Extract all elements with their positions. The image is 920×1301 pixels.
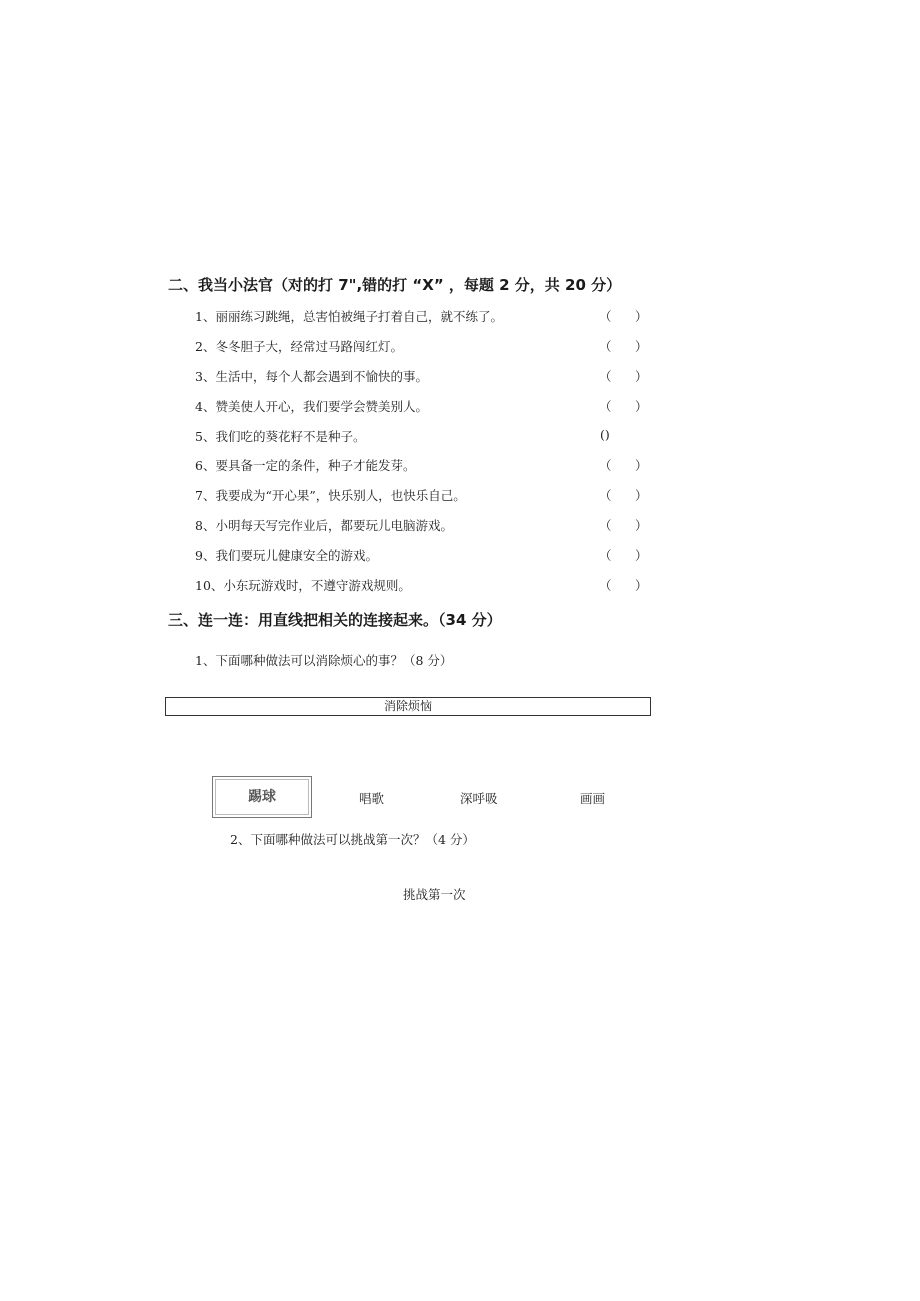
match-question-1: 1、下面哪种做法可以消除烦心的事？（8 分） xyxy=(195,653,453,668)
match-target-challenge[interactable]: 挑战第一次 xyxy=(403,887,466,902)
answer-paren-close: ） xyxy=(635,399,648,414)
answer-paren-open[interactable]: （ xyxy=(599,309,612,324)
answer-paren-close: ） xyxy=(635,578,648,593)
answer-paren-open[interactable]: （ xyxy=(599,369,612,384)
answer-paren-open[interactable]: （ xyxy=(599,399,612,414)
answer-paren-close: ） xyxy=(635,518,648,533)
answer-paren-open[interactable]: （ xyxy=(599,578,612,593)
section-2-heading: 二、我当小法官（对的打 7",错的打 “X” ，每题 2 分，共 20 分） xyxy=(168,276,622,294)
question-text: 5、我们吃的葵花籽不是种子。 xyxy=(195,429,366,444)
answer-paren-open[interactable]: （ xyxy=(599,488,612,503)
question-text: 8、小明每天写完作业后，都要玩儿电脑游戏。 xyxy=(195,518,453,533)
question-item xyxy=(195,367,648,387)
question-text: 3、生活中，每个人都会遇到不愉快的事。 xyxy=(195,369,428,384)
question-item xyxy=(195,516,648,536)
match-target-box[interactable]: 消除烦恼 xyxy=(165,697,651,716)
question-item xyxy=(195,337,648,357)
section-3-heading: 三、连一连：用直线把相关的连接起来。（34 分） xyxy=(168,611,502,629)
question-text: 9、我们要玩儿健康安全的游戏。 xyxy=(195,548,378,563)
question-item xyxy=(195,427,645,447)
answer-paren-close: ） xyxy=(635,548,648,563)
question-item xyxy=(195,486,648,506)
question-item xyxy=(195,397,648,417)
answer-paren-close: ） xyxy=(635,369,648,384)
question-text: 10、小东玩游戏时，不遵守游戏规则。 xyxy=(195,578,411,593)
question-text: 2、冬冬胆子大，经常过马路闯红灯。 xyxy=(195,339,403,354)
answer-paren-open[interactable]: （ xyxy=(599,458,612,473)
question-item xyxy=(195,576,648,596)
answer-paren-open[interactable]: （ xyxy=(599,339,612,354)
question-item xyxy=(195,307,648,327)
question-text: 1、丽丽练习跳绳，总害怕被绳子打着自己，就不练了。 xyxy=(195,309,503,324)
answer-paren-close: ） xyxy=(635,488,648,503)
answer-paren-open[interactable]: （ xyxy=(599,548,612,563)
question-text: 7、我要成为“开心果”，快乐别人，也快乐自己。 xyxy=(195,488,466,503)
question-text: 4、赞美使人开心，我们要学会赞美别人。 xyxy=(195,399,428,414)
question-text: 6、要具备一定的条件，种子才能发芽。 xyxy=(195,458,416,473)
question-item xyxy=(195,456,648,476)
answer-paren-open[interactable]: （ xyxy=(599,518,612,533)
match-option-deep-breath[interactable]: 深呼吸 xyxy=(460,791,498,806)
question-item xyxy=(195,546,648,566)
answer-paren-open[interactable]: () xyxy=(600,427,610,442)
match-question-2: 2、下面哪种做法可以挑战第一次？（4 分） xyxy=(230,832,475,847)
answer-paren-close: ） xyxy=(635,309,648,324)
answer-paren-close: ） xyxy=(635,458,648,473)
match-option-sing[interactable]: 唱歌 xyxy=(359,791,385,806)
answer-paren-close: ） xyxy=(635,339,648,354)
match-option-kick-ball[interactable]: 踢球 xyxy=(212,776,312,818)
match-option-draw[interactable]: 画画 xyxy=(580,791,606,806)
